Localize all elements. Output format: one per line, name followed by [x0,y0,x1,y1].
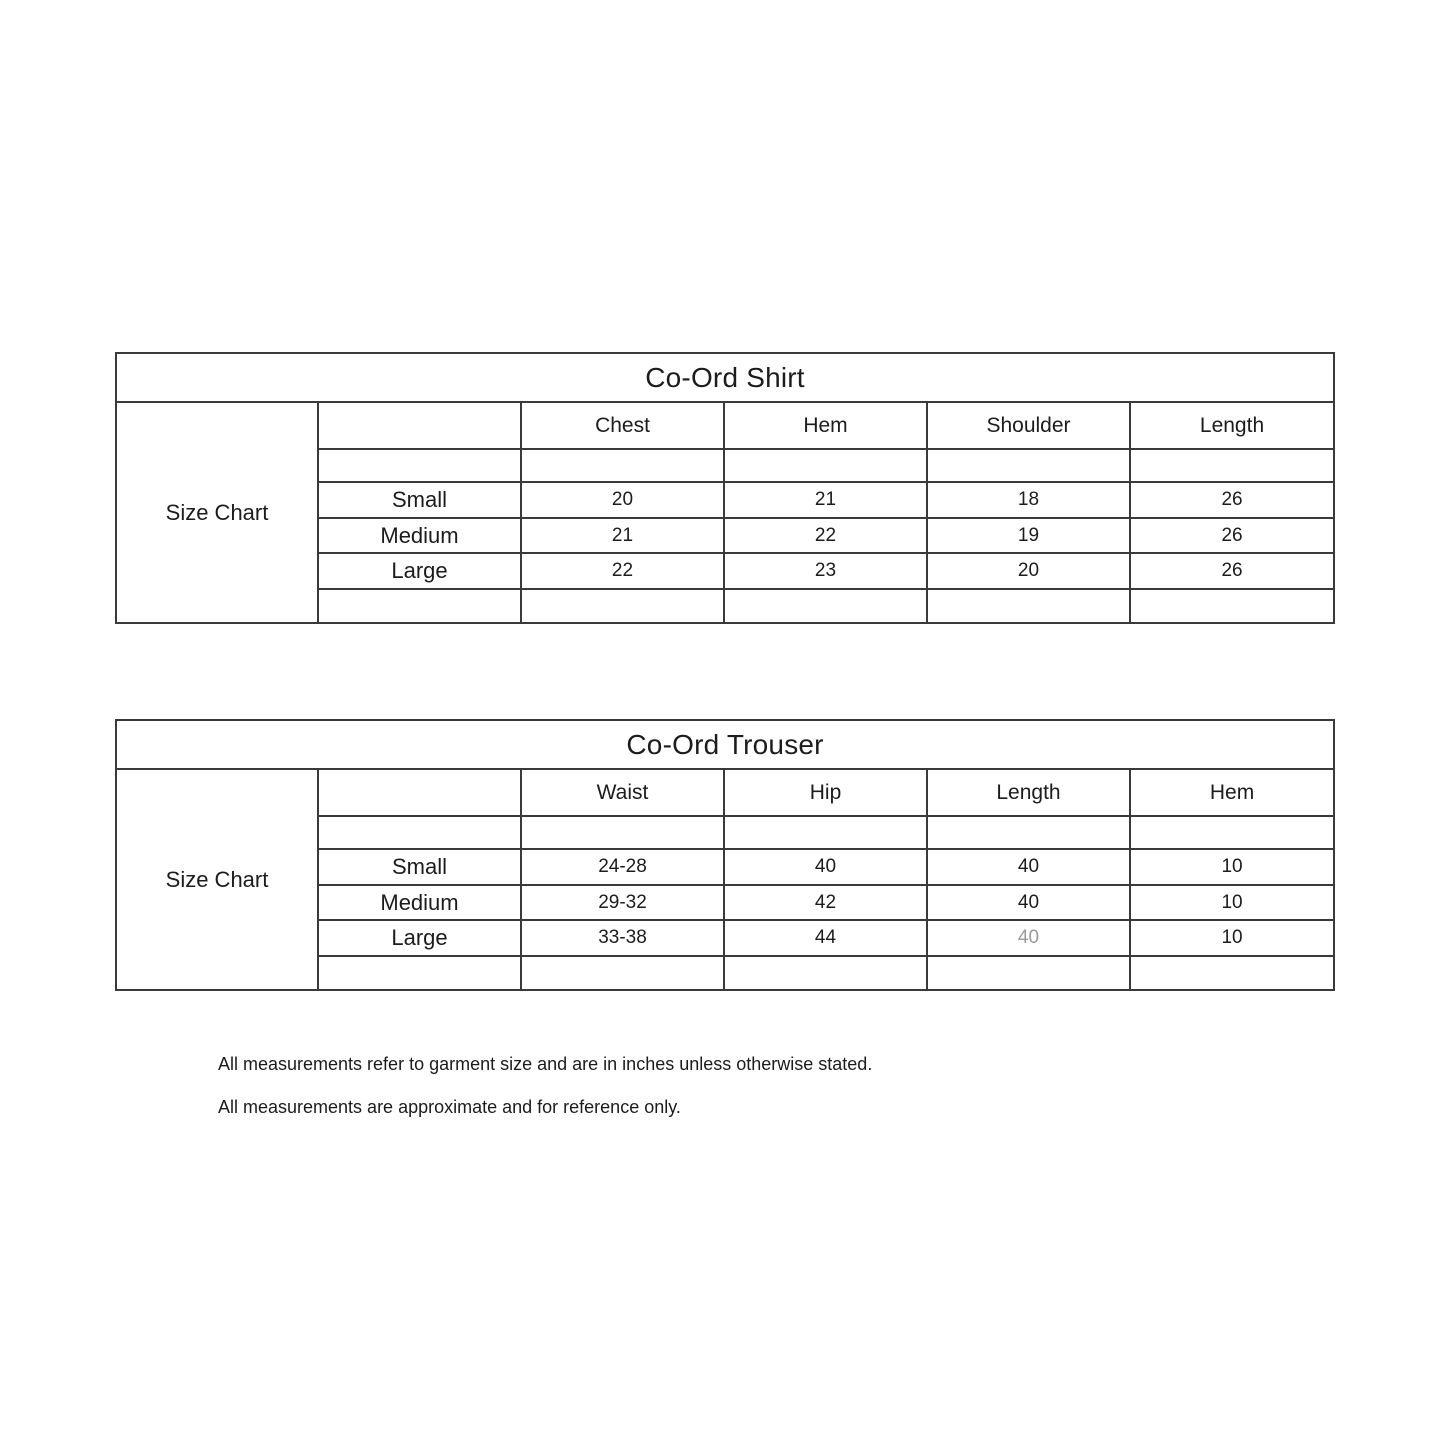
measurement-value: 40 [927,849,1130,885]
measurement-value: 40 [724,849,927,885]
empty-cell [724,449,927,482]
empty-cell [318,449,521,482]
measurement-value: 10 [1130,885,1334,920]
measurement-value: 24-28 [521,849,724,885]
empty-cell [521,816,724,849]
measurement-value: 23 [724,553,927,589]
measurement-value: 33-38 [521,920,724,956]
empty-cell [1130,956,1334,990]
empty-cell [521,589,724,623]
measurement-value: 20 [927,553,1130,589]
measurement-value: 26 [1130,518,1334,553]
empty-cell [318,816,521,849]
column-header-chest: Chest [521,402,724,449]
measurement-value: 20 [521,482,724,518]
empty-cell [927,956,1130,990]
empty-cell [927,816,1130,849]
empty-cell [521,956,724,990]
measurement-value-muted: 40 [927,920,1130,956]
approximation-note: All measurements are approximate and for reference only. [218,1097,681,1117]
measurement-value: 29-32 [521,885,724,920]
measurement-value: 21 [521,518,724,553]
measurement-value: 26 [1130,553,1334,589]
column-header-hem: Hem [1130,769,1334,816]
empty-cell [318,956,521,990]
size-label-large: Large [318,553,521,589]
trouser-side-label: Size Chart [116,769,318,990]
empty-cell [318,589,521,623]
column-header-length: Length [927,769,1130,816]
measurement-value: 19 [927,518,1130,553]
shirt-table-title: Co-Ord Shirt [116,353,1334,402]
measurement-value: 21 [724,482,927,518]
empty-cell [724,956,927,990]
column-header-hem: Hem [724,402,927,449]
empty-cell [1130,449,1334,482]
empty-cell [927,589,1130,623]
measurement-value: 44 [724,920,927,956]
empty-corner-cell [318,402,521,449]
measurement-value: 18 [927,482,1130,518]
empty-cell [927,449,1130,482]
size-label-large: Large [318,920,521,956]
measurement-value: 26 [1130,482,1334,518]
empty-corner-cell [318,769,521,816]
measurement-note: All measurements refer to garment size and are in inches unless otherwise stated. [218,1054,873,1074]
measurement-value: 22 [521,553,724,589]
trouser-table-title: Co-Ord Trouser [116,720,1334,769]
size-label-medium: Medium [318,518,521,553]
size-label-medium: Medium [318,885,521,920]
size-label-small: Small [318,849,521,885]
measurement-value: 22 [724,518,927,553]
empty-cell [724,816,927,849]
shirt-size-table [115,352,1335,624]
measurement-value: 10 [1130,849,1334,885]
size-label-small: Small [318,482,521,518]
measurement-value: 42 [724,885,927,920]
empty-cell [724,589,927,623]
empty-cell [1130,816,1334,849]
trouser-size-table [115,719,1335,991]
column-header-length: Length [1130,402,1334,449]
column-header-hip: Hip [724,769,927,816]
column-header-waist: Waist [521,769,724,816]
shirt-side-label: Size Chart [116,402,318,623]
empty-cell [521,449,724,482]
column-header-shoulder: Shoulder [927,402,1130,449]
measurement-value: 40 [927,885,1130,920]
measurement-value: 10 [1130,920,1334,956]
empty-cell [1130,589,1334,623]
